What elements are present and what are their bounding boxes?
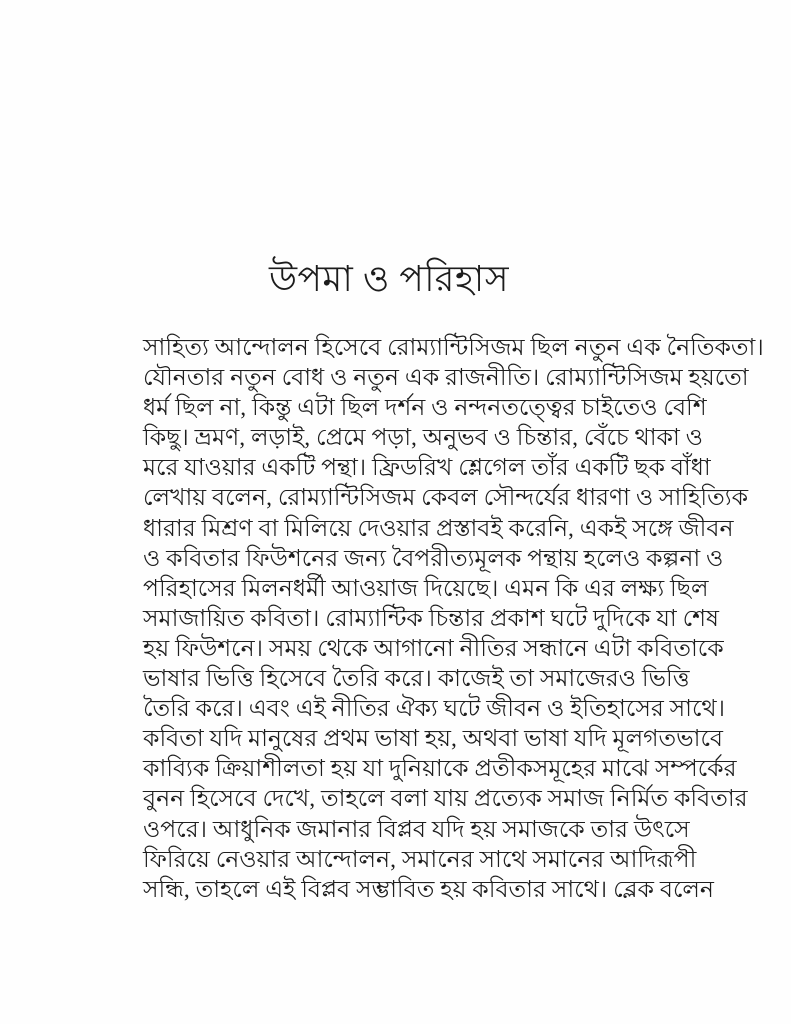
text-line: ওপরে। আধুনিক জমানার বিপ্লব যদি হয় সমাজকে তার উৎসে [143,816,690,843]
text-line: ধারার মিশ্রণ বা মিলিয়ে দেওয়ার প্রস্তাবই করেনি, একই সঙ্গে জীবন [143,515,734,542]
text-line: ধর্ম ছিল না, কিন্তু এটা ছিল দর্শন ও নন্দনতত্ত্বের চাইতেও বেশি [143,395,707,422]
text-line: মরে যাওয়ার একটি পন্থা। ফ্রিডরিখ শ্লেগেল তাঁর একটি ছক বাঁধা [143,455,711,482]
text-line: কাব্যিক ক্রিয়াশীলতা হয় যা দুনিয়াকে প্রতীকসমূহের মাঝে সম্পর্কের [143,756,737,783]
text-line: ফিরিয়ে নেওয়ার আন্দোলন, সমানের সাথে সমানের আদিরূপী [143,846,697,873]
text-line: সাহিত্য আন্দোলন হিসেবে রোম্যান্টিসিজম ছিল নতুন এক নৈতিকতা। [143,335,764,361]
text-line: যৌনতার নতুন বোধ ও নতুন এক রাজনীতি। রোম্যান্টিসিজম হয়তো [143,365,749,392]
text-line: বুনন হিসেবে দেখে, তাহলে বলা যায় প্রত্যেক সমাজ নির্মিত কবিতার [143,786,748,813]
text-line: পরিহাসের মিলনধর্মী আওয়াজ দিয়েছে। এমন কি এর লক্ষ্য ছিল [143,575,709,602]
text-line: ও কবিতার ফিউশনের জন্য বৈপরীত্যমূলক পন্থায় হলেও কল্পনা ও [143,545,724,572]
text-line: সন্ধি, তাহলে এই বিপ্লব সম্ভাবিত হয় কবিতার সাথে। ব্লেক বলেন [143,876,714,903]
text-line: হয় ফিউশনে। সময় থেকে আগানো নীতির সন্ধানে এটা কবিতাকে [143,635,724,662]
text-line: তৈরি করে। এবং এই নীতির ঐক্য ঘটে জীবন ও ইতিহাসের সাথে। [143,696,726,723]
text-line: কবিতা যদি মানুষের প্রথম ভাষা হয়, অথবা ভাষা যদি মূলগতভাবে [143,726,723,753]
page-title: উপমা ও পরিহাস [268,259,510,299]
text-line: ভাষার ভিত্তি হিসেবে তৈরি করে। কাজেই তা সমাজেরও ভিত্তি [143,666,690,693]
text-line: কিছু। ভ্রমণ, লড়াই, প্রেমে পড়া, অনুভব ও চিন্তার, বেঁচে থাকা ও [143,425,703,452]
text-line: সমাজায়িত কবিতা। রোম্যান্টিক চিন্তার প্রকাশ ঘটে দুদিকে যা শেষ [143,605,719,632]
text-line: লেখায় বলেন, রোম্যান্টিসিজম কেবল সৌন্দর্যের ধারণা ও সাহিত্যিক [143,485,749,512]
body-paragraph [143,333,764,905]
